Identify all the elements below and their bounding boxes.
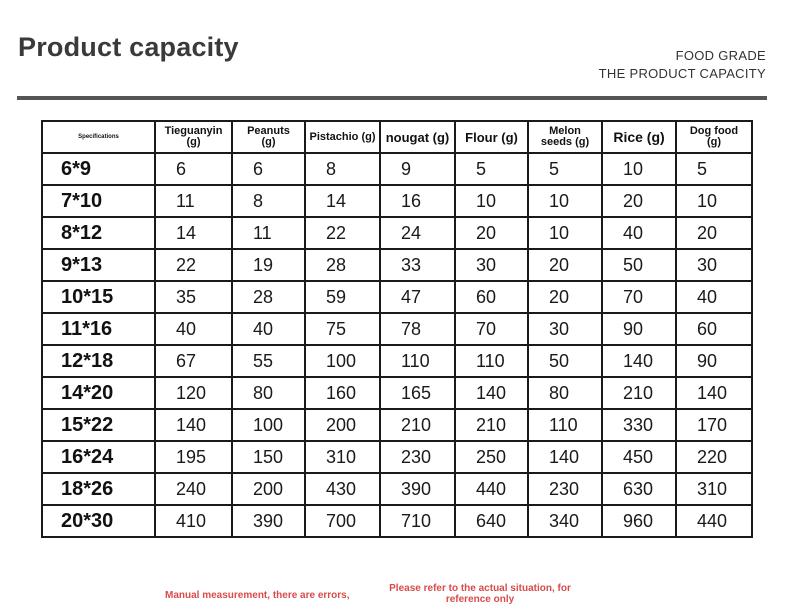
capacity-cell: 165 [380,377,455,409]
capacity-cell: 960 [602,505,676,537]
column-header: Dog food (g) [676,121,752,153]
spec-size-cell: 20*30 [42,505,155,537]
capacity-cell: 220 [676,441,752,473]
table-row [42,153,752,185]
capacity-cell: 700 [305,505,380,537]
capacity-cell: 20 [528,249,602,281]
column-header: Melon seeds (g) [528,121,602,153]
capacity-cell: 28 [305,249,380,281]
capacity-cell: 110 [380,345,455,377]
capacity-cell: 250 [455,441,528,473]
column-header: Rice (g) [602,121,676,153]
capacity-cell: 150 [232,441,305,473]
capacity-cell: 14 [305,185,380,217]
measurement-note: Manual measurement, there are errors, [165,590,350,601]
capacity-cell: 40 [155,313,232,345]
capacity-cell: 230 [528,473,602,505]
capacity-cell: 5 [455,153,528,185]
capacity-cell: 120 [155,377,232,409]
capacity-cell: 40 [602,217,676,249]
table-row [42,473,752,505]
spec-size-cell: 6*9 [42,153,155,185]
table-row [42,281,752,313]
capacity-cell: 100 [232,409,305,441]
capacity-cell: 140 [155,409,232,441]
capacity-cell: 630 [602,473,676,505]
capacity-cell: 24 [380,217,455,249]
capacity-cell: 6 [155,153,232,185]
capacity-cell: 10 [455,185,528,217]
spec-size-cell: 7*10 [42,185,155,217]
capacity-cell: 20 [528,281,602,313]
table-row [42,441,752,473]
capacity-cell: 110 [528,409,602,441]
capacity-cell: 50 [528,345,602,377]
capacity-cell: 80 [528,377,602,409]
capacity-cell: 28 [232,281,305,313]
capacity-cell: 30 [528,313,602,345]
capacity-cell: 16 [380,185,455,217]
capacity-cell: 70 [602,281,676,313]
capacity-cell: 78 [380,313,455,345]
capacity-cell: 170 [676,409,752,441]
capacity-cell: 310 [305,441,380,473]
capacity-cell: 47 [380,281,455,313]
capacity-cell: 10 [676,185,752,217]
capacity-cell: 140 [528,441,602,473]
capacity-table [41,120,753,538]
capacity-cell: 20 [676,217,752,249]
column-header: Specifications [42,121,155,153]
capacity-cell: 210 [455,409,528,441]
table-row [42,377,752,409]
capacity-cell: 70 [455,313,528,345]
capacity-cell: 430 [305,473,380,505]
reference-note: Please refer to the actual situation, for reference only [389,583,571,605]
capacity-cell: 20 [602,185,676,217]
table-row [42,185,752,217]
capacity-cell: 210 [602,377,676,409]
spec-size-cell: 10*15 [42,281,155,313]
capacity-cell: 10 [528,185,602,217]
title-divider [17,96,767,100]
capacity-cell: 14 [155,217,232,249]
capacity-cell: 200 [305,409,380,441]
capacity-cell: 50 [602,249,676,281]
table-header-row [42,121,752,153]
capacity-cell: 59 [305,281,380,313]
spec-size-cell: 16*24 [42,441,155,473]
capacity-cell: 20 [455,217,528,249]
spec-size-cell: 11*16 [42,313,155,345]
capacity-cell: 11 [155,185,232,217]
capacity-cell: 330 [602,409,676,441]
table-row [42,345,752,377]
capacity-cell: 8 [305,153,380,185]
capacity-cell: 440 [676,505,752,537]
table-row [42,505,752,537]
spec-size-cell: 14*20 [42,377,155,409]
capacity-cell: 390 [232,505,305,537]
capacity-cell: 67 [155,345,232,377]
capacity-cell: 210 [380,409,455,441]
capacity-cell: 60 [455,281,528,313]
capacity-cell: 240 [155,473,232,505]
capacity-cell: 9 [380,153,455,185]
capacity-cell: 90 [676,345,752,377]
capacity-cell: 140 [602,345,676,377]
spec-size-cell: 8*12 [42,217,155,249]
page-title: Product capacity [18,32,239,62]
table-row [42,313,752,345]
capacity-cell: 22 [305,217,380,249]
capacity-cell: 195 [155,441,232,473]
capacity-cell: 19 [232,249,305,281]
column-header: Tieguanyin (g) [155,121,232,153]
capacity-cell: 440 [455,473,528,505]
capacity-cell: 75 [305,313,380,345]
capacity-cell: 230 [380,441,455,473]
capacity-cell: 710 [380,505,455,537]
table-row [42,409,752,441]
capacity-cell: 310 [676,473,752,505]
column-header: Peanuts (g) [232,121,305,153]
spec-size-cell: 18*26 [42,473,155,505]
capacity-cell: 6 [232,153,305,185]
food-grade-label: FOOD GRADE [675,48,766,63]
capacity-cell: 100 [305,345,380,377]
capacity-cell: 90 [602,313,676,345]
capacity-cell: 22 [155,249,232,281]
capacity-cell: 35 [155,281,232,313]
capacity-cell: 640 [455,505,528,537]
column-header: Pistachio (g) [305,121,380,153]
capacity-cell: 60 [676,313,752,345]
capacity-cell: 40 [232,313,305,345]
capacity-cell: 8 [232,185,305,217]
spec-size-cell: 15*22 [42,409,155,441]
capacity-cell: 40 [676,281,752,313]
capacity-cell: 450 [602,441,676,473]
capacity-cell: 80 [232,377,305,409]
capacity-cell: 5 [676,153,752,185]
table-row [42,217,752,249]
product-capacity-label: THE PRODUCT CAPACITY [598,66,766,81]
capacity-cell: 140 [676,377,752,409]
capacity-cell: 55 [232,345,305,377]
capacity-cell: 410 [155,505,232,537]
table-body [42,153,752,537]
column-header: Flour (g) [455,121,528,153]
capacity-cell: 390 [380,473,455,505]
table-row [42,249,752,281]
capacity-cell: 110 [455,345,528,377]
capacity-cell: 5 [528,153,602,185]
capacity-cell: 200 [232,473,305,505]
capacity-cell: 30 [676,249,752,281]
capacity-cell: 160 [305,377,380,409]
capacity-cell: 10 [602,153,676,185]
capacity-cell: 140 [455,377,528,409]
capacity-cell: 11 [232,217,305,249]
column-header: nougat (g) [380,121,455,153]
spec-size-cell: 12*18 [42,345,155,377]
spec-size-cell: 9*13 [42,249,155,281]
capacity-cell: 30 [455,249,528,281]
capacity-cell: 10 [528,217,602,249]
capacity-cell: 340 [528,505,602,537]
capacity-cell: 33 [380,249,455,281]
